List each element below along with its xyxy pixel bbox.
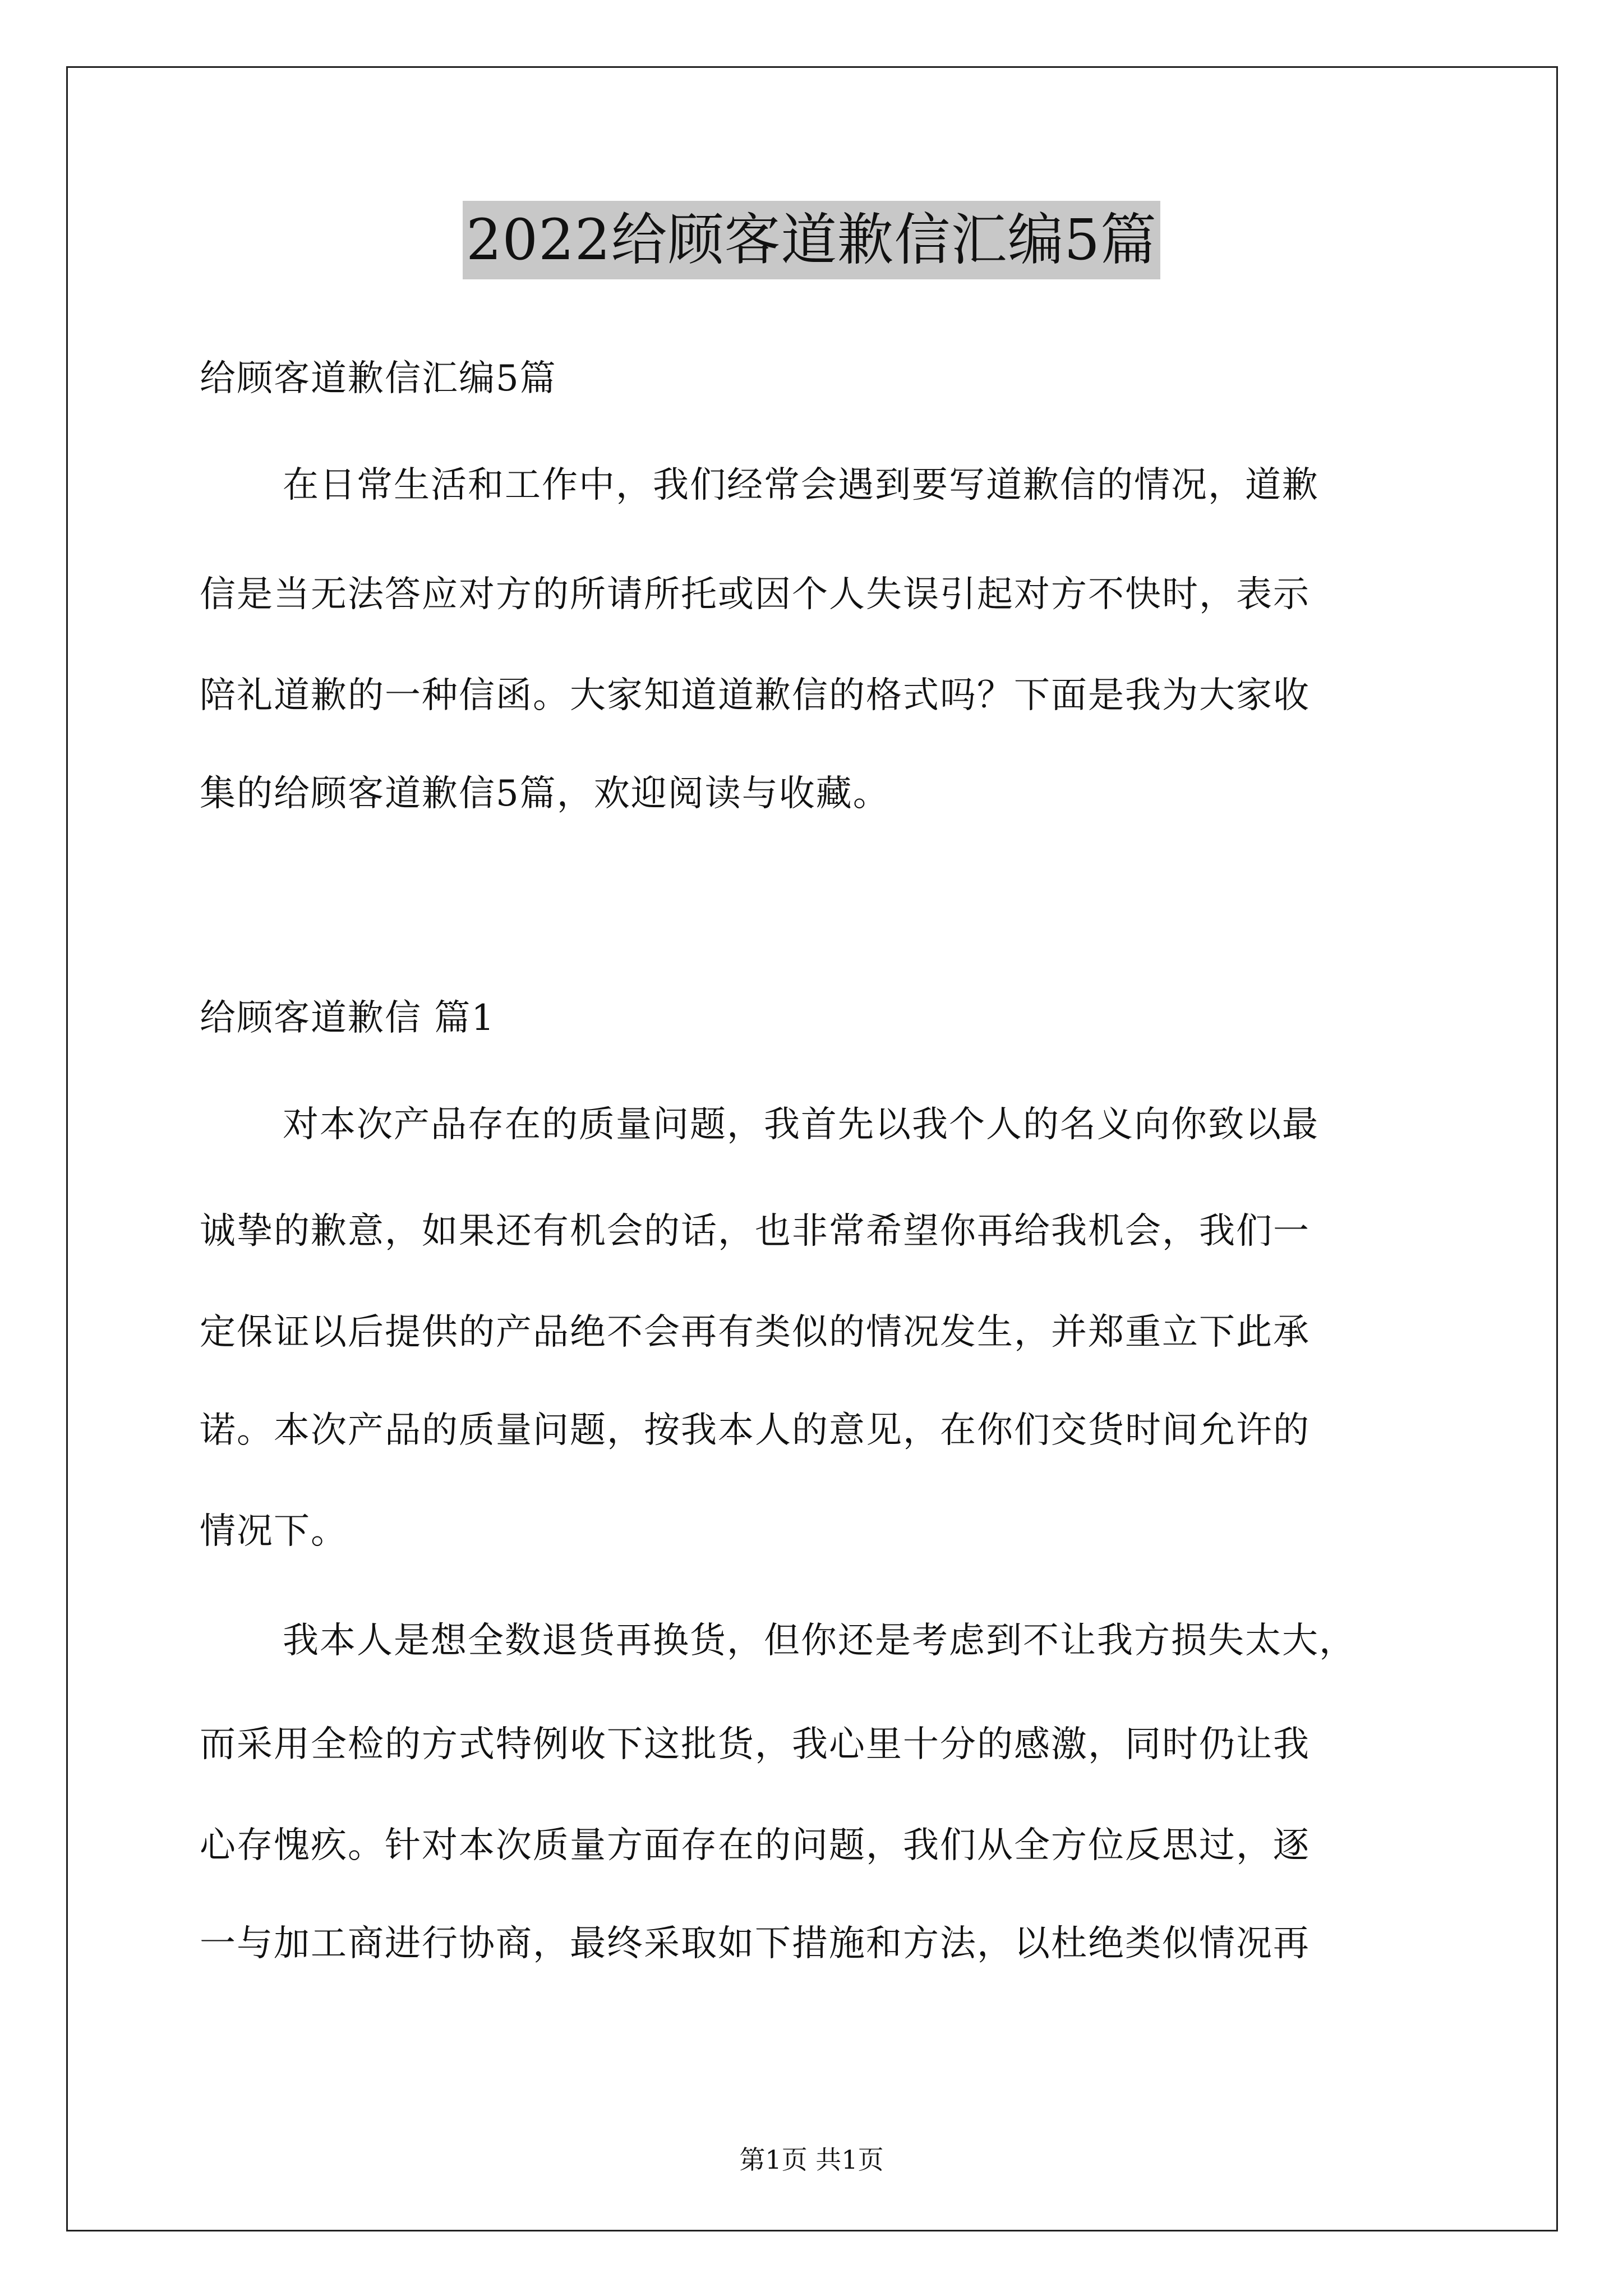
intro-line: 信是当无法答应对方的所请所托或因个人失误引起对方不快时，表示	[200, 574, 1310, 615]
intro-line: 在日常生活和工作中，我们经常会遇到要写道歉信的情况，道歉	[283, 464, 1319, 506]
paragraph-line: 而采用全检的方式特例收下这批货，我心里十分的感激，同时仍让我	[200, 1724, 1310, 1765]
paragraph-line: 诚挚的歉意，如果还有机会的话，也非常希望你再给我机会，我们一	[200, 1211, 1310, 1252]
page-footer: 第1页 共1页	[739, 2145, 884, 2175]
section-heading: 给顾客道歉信 篇1	[200, 997, 496, 1039]
paragraph-line: 一与加工商进行协商，最终采取如下措施和方法，以杜绝类似情况再	[200, 1923, 1310, 1964]
paragraph-line: 对本次产品存在的质量问题，我首先以我个人的名义向你致以最	[283, 1104, 1319, 1145]
paragraph-line: 定保证以后提供的产品绝不会再有类似的情况发生，并郑重立下此承	[200, 1312, 1310, 1353]
intro-line: 集的给顾客道歉信5篇，欢迎阅读与收藏。	[200, 773, 890, 815]
paragraph-line: 我本人是想全数退货再换货，但你还是考虑到不让我方损失太大，	[283, 1620, 1356, 1662]
title-wrap	[0, 201, 1623, 279]
paragraph-line: 诺。本次产品的质量问题，按我本人的意见，在你们交货时间允许的	[200, 1410, 1310, 1451]
subtitle: 给顾客道歉信汇编5篇	[200, 358, 557, 399]
paragraph-line: 情况下。	[200, 1511, 348, 1552]
intro-line: 陪礼道歉的一种信函。大家知道道歉信的格式吗？下面是我为大家收	[200, 675, 1310, 716]
paragraph-line: 心存愧疚。针对本次质量方面存在的问题，我们从全方位反思过，逐	[200, 1825, 1310, 1866]
document-title: 2022给顾客道歉信汇编5篇	[463, 201, 1160, 279]
